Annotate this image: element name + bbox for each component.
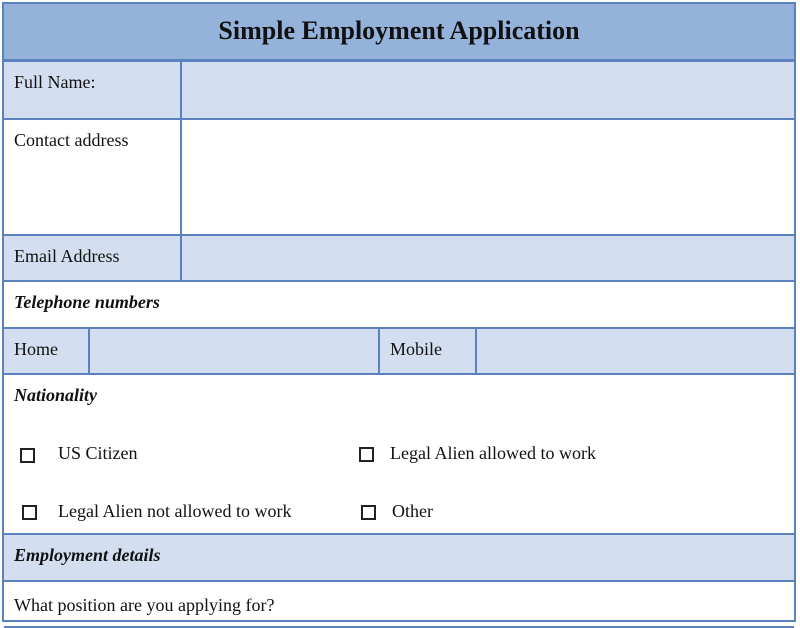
employment-heading-row	[4, 535, 794, 582]
contact-address-row	[4, 120, 794, 236]
telephone-heading: Telephone numbers	[14, 292, 160, 312]
us-citizen-label: US Citizen	[58, 443, 138, 463]
email-label: Email Address	[4, 236, 182, 280]
nationality-section	[4, 375, 794, 535]
form-header	[4, 4, 794, 62]
mobile-phone-field[interactable]	[477, 329, 794, 373]
form-title: Simple Employment Application	[218, 16, 580, 45]
other-nationality-label: Other	[392, 501, 433, 521]
email-field[interactable]	[182, 236, 794, 280]
employment-application-form	[2, 2, 796, 622]
legal-alien-not-allowed-checkbox[interactable]	[22, 505, 37, 520]
full-name-field[interactable]	[182, 62, 794, 118]
full-name-label: Full Name:	[4, 62, 182, 118]
employment-heading: Employment details	[14, 545, 161, 565]
legal-alien-allowed-label: Legal Alien allowed to work	[390, 443, 596, 463]
nationality-heading: Nationality	[14, 385, 98, 405]
legal-alien-allowed-checkbox[interactable]	[359, 447, 374, 462]
full-name-row	[4, 62, 794, 120]
home-phone-label: Home	[4, 329, 90, 373]
phone-row	[4, 329, 794, 375]
home-phone-field[interactable]	[90, 329, 380, 373]
position-question: What position are you applying for?	[14, 595, 275, 615]
legal-alien-not-allowed-label: Legal Alien not allowed to work	[58, 501, 292, 521]
other-nationality-checkbox[interactable]	[361, 505, 376, 520]
email-row	[4, 236, 794, 282]
mobile-phone-label: Mobile	[380, 329, 477, 373]
contact-address-label: Contact address	[4, 120, 182, 234]
us-citizen-checkbox[interactable]	[20, 448, 35, 463]
contact-address-field[interactable]	[182, 120, 794, 234]
position-row	[4, 582, 794, 628]
telephone-heading-row	[4, 282, 794, 329]
